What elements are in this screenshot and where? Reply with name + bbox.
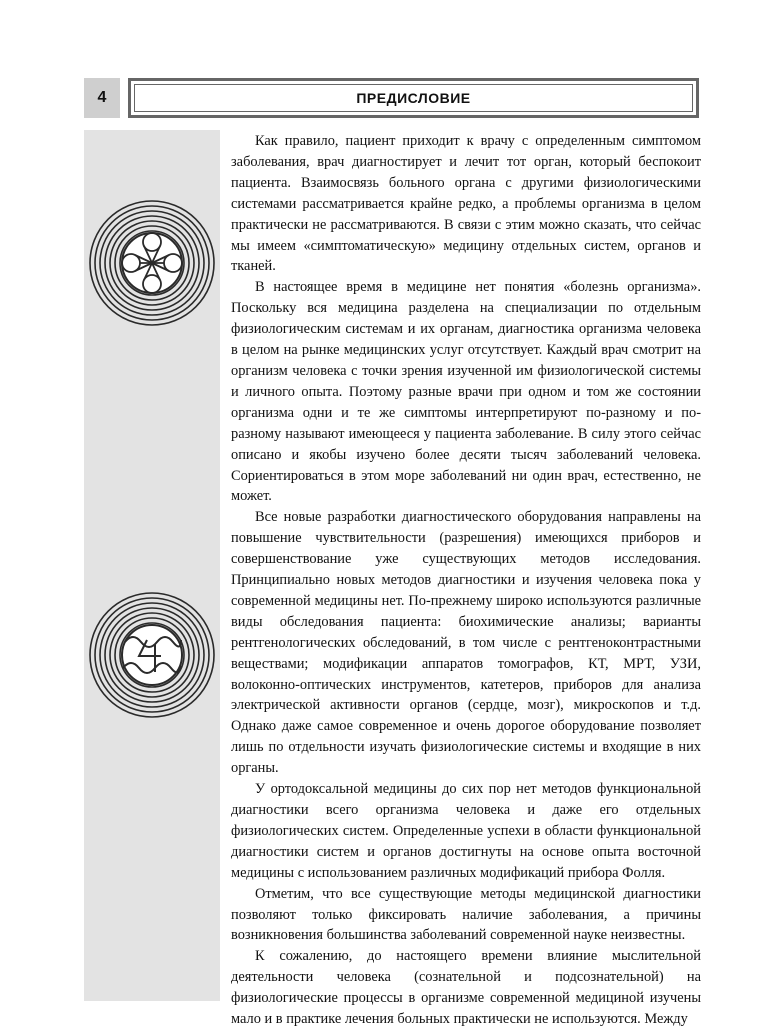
paragraph: Отметим, что все существующие методы медицинской диагностики позволяют только фиксировать наличие заболевания, а причины возникновения большинства заболеваний современной науке неизвестны.: [231, 885, 701, 944]
concentric-rings-quatrefoil-icon: [87, 198, 217, 328]
paragraph: В настоящее время в медицине нет понятия «болезнь организма». Поскольку вся медицина разделена на специализации по отдельным физиологическим системам и их органам, диагностика организма человека в целом на рынке медицинских услуг отсутствует. Каждый врач смотрит на организм человека с точки зрения изученной им физиологической системы и личного опыта. Поэтому разные врачи при одном и том же состоянии организма одни и те же симптомы интерпретируют по-разному и по-разному называют имеющееся у пациента заболевание. В силу этого сейчас описано и якобы изучено более десяти тысяч заболеваний человека. Сориентироваться в этом море заболеваний ни один врач, естественно, не может.: [231, 279, 701, 505]
title-frame: [128, 78, 699, 118]
chapter-title: ПРЕДИСЛОВИЕ: [134, 84, 693, 112]
page-header: [84, 78, 699, 118]
paragraph: Как правило, пациент приходит к врачу с определенным симптомом заболевания, врач диагностирует и лечит тот орган, который беспокоит пациента. Взаимосвязь больного органа с другими физиологическими системами рассматривается крайне редко, а проблемы организма в целом практически не рассматриваются. В связи с этим можно сказать, что сейчас мы имеем «симптоматическую» медицину отдельных систем, органов и тканей.: [231, 133, 701, 275]
sidebar-panel: [84, 130, 220, 1001]
body-text: [231, 131, 701, 1030]
paragraph: К сожалению, до настоящего времени влияние мыслительной деятельности человека (сознательной и подсознательной) на физиологические процессы в организме современной медициной изучены мало и в практике лечения больных практически не используются. Между: [231, 948, 701, 1028]
paragraph: У ортодоксальной медицины до сих пор нет методов функциональной диагностики всего организма человека и даже его отдельных физиологических систем. Определенные успехи в области функциональной диагностики систем и органов достигнуты на основе опыта восточной медицины с использованием различных модификаций прибора Фолля.: [231, 781, 701, 881]
page-number: 4: [84, 78, 120, 118]
concentric-rings-jupiter-wave-icon: [87, 590, 217, 720]
paragraph: Все новые разработки диагностического оборудования направлены на повышение чувствительности (разрешения) имеющихся приборов и совершенствование уже существующих методов исследования. Принципиально новых методов диагностики и изучения человека пока у современной медицины нет. По-прежнему широко используются различные виды обследования пациента: биохимические анализы; варианты рентгенологических обследований, в том числе с рентгеноконтрастными веществами; модификации аппаратов томографов, КТ, МРТ, УЗИ, волоконно-оптических инструментов, катетеров, приборов для анализа электрической активности органов (сердце, мозг), микроскопов и т.д. Однако даже самое современное и очень дорогое оборудование позволяет лишь по отдельности изучать физиологические системы и входящие в них органы.: [231, 509, 701, 777]
